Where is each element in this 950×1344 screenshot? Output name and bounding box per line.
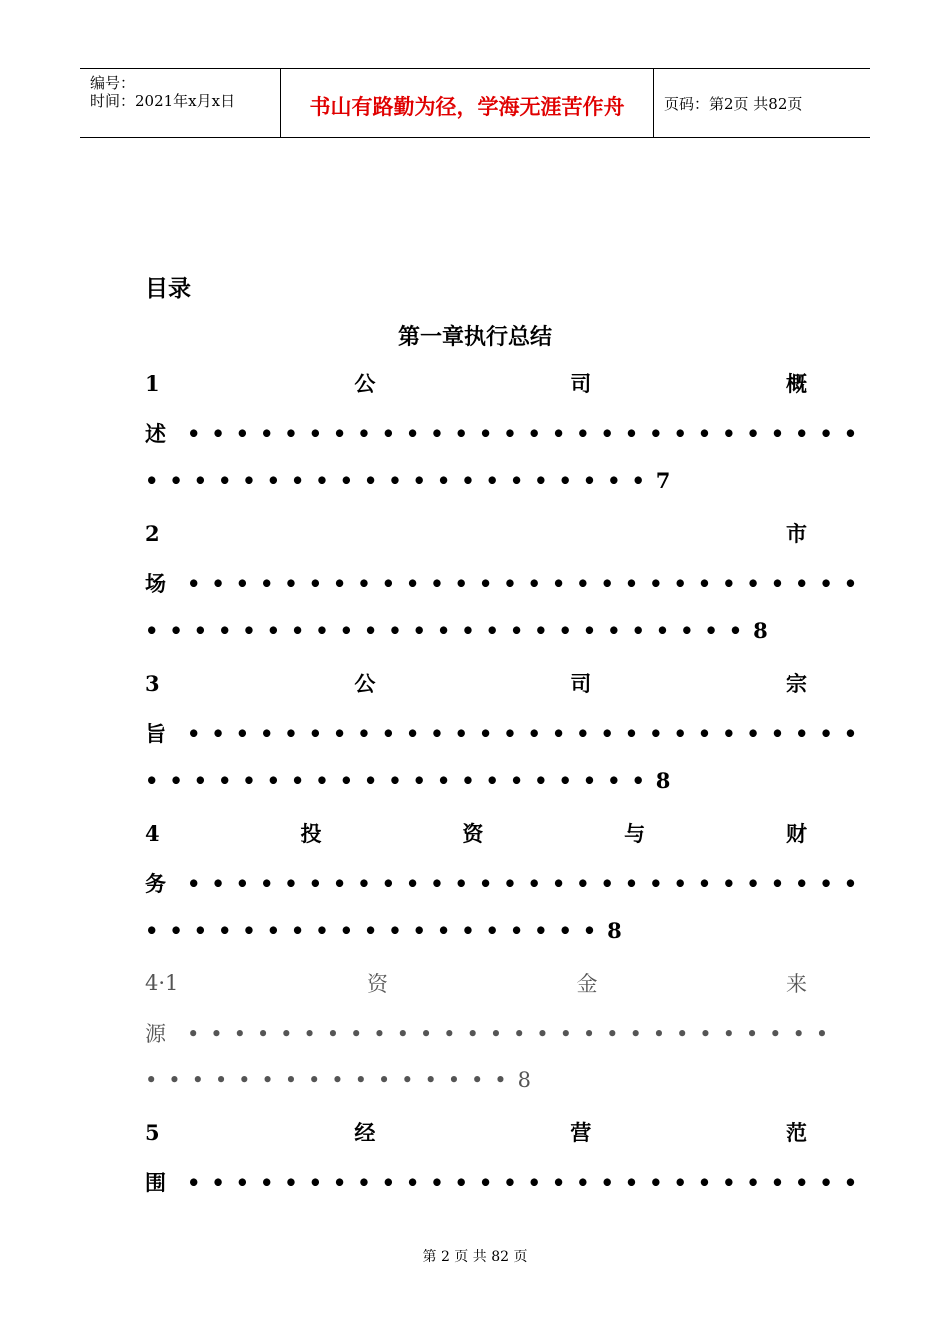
toc-entry-4-1-leader: 源 •••••••••••••••••••••••••••• (145, 1018, 839, 1048)
toc-token: 1 (145, 370, 160, 396)
toc-token: 公 (354, 671, 376, 696)
toc-token: 旨 (145, 721, 166, 746)
toc-title: 目录 (145, 276, 191, 302)
toc-token: 围 (145, 1170, 166, 1195)
toc-entry-5-leader: 围 •••••••••••••••••••••••••••• (145, 1167, 868, 1197)
toc-page-number: 8 (517, 1068, 531, 1092)
toc-entry-4-page-line: •••••••••••••••••••8 (145, 918, 622, 943)
toc-entry-1-line[interactable] (145, 368, 807, 398)
toc-entry-3-leader: 旨 •••••••••••••••••••••••••••• (145, 718, 868, 748)
toc-entry-5-line[interactable] (145, 1117, 807, 1147)
toc-entry-2-line[interactable] (145, 518, 807, 548)
toc-token: 经 (354, 1120, 376, 1145)
toc-page-number: 8 (607, 918, 622, 943)
toc-token: 公 (354, 371, 376, 396)
toc-token: 资 (462, 821, 484, 846)
toc-token: 司 (570, 371, 592, 396)
toc-token: 4 (145, 820, 160, 846)
toc-token: 4·1 (145, 971, 179, 995)
header-number-label: 编号： (90, 74, 136, 92)
toc-token: 概 (785, 371, 807, 396)
toc-token: 2 (145, 520, 160, 546)
toc-page-number: 7 (655, 468, 671, 493)
toc-token: 来 (786, 972, 807, 996)
toc-token: 投 (300, 821, 322, 846)
toc-token: 范 (785, 1120, 807, 1145)
toc-token: 场 (145, 571, 166, 596)
toc-token: 务 (145, 871, 166, 896)
toc-token: 金 (576, 972, 598, 996)
toc-token: 5 (145, 1119, 160, 1145)
toc-page-number: 8 (655, 768, 671, 793)
toc-entry-1-page-line: •••••••••••••••••••••7 (145, 468, 671, 493)
toc-entry-4-1-line[interactable] (145, 968, 807, 998)
toc-token: 宗 (785, 671, 807, 696)
toc-token: 述 (145, 421, 166, 446)
page-header (80, 68, 870, 138)
header-right-cell (654, 69, 870, 137)
header-middle-cell (281, 69, 654, 137)
toc-token: 3 (145, 670, 160, 696)
toc-entry-2-leader: 场 •••••••••••••••••••••••••••• (145, 568, 868, 598)
header-date: 时间：2021年x月x日 (90, 92, 236, 110)
toc-token: 司 (570, 671, 592, 696)
toc-token: 财 (786, 821, 807, 846)
toc-token: 营 (570, 1120, 592, 1145)
chapter-title: 第一章执行总结 (397, 325, 552, 350)
toc-token: 资 (366, 972, 388, 996)
toc-token: 与 (624, 821, 646, 846)
toc-entry-3-page-line: •••••••••••••••••••••8 (145, 768, 671, 793)
header-page-info: 页码：第2页 共82页 (664, 95, 803, 113)
header-motto: 书山有路勤为径，学海无涯苦作舟 (309, 95, 625, 119)
toc-entry-2-page-line: •••••••••••••••••••••••••8 (145, 618, 768, 643)
toc-token: 市 (786, 521, 807, 546)
toc-entry-4-line[interactable] (145, 818, 807, 848)
header-left-cell (80, 69, 281, 137)
toc-entry-3-line[interactable] (145, 668, 807, 698)
toc-entry-1-leader: 述 •••••••••••••••••••••••••••• (145, 418, 868, 448)
toc-entry-4-leader: 务 •••••••••••••••••••••••••••• (145, 868, 868, 898)
toc-entry-4-1-page-line: ••••••••••••••••8 (145, 1068, 531, 1092)
toc-token: 源 (145, 1022, 166, 1046)
toc-page-number: 8 (753, 618, 768, 643)
page-footer: 第 2 页 共 82 页 (422, 1249, 528, 1265)
